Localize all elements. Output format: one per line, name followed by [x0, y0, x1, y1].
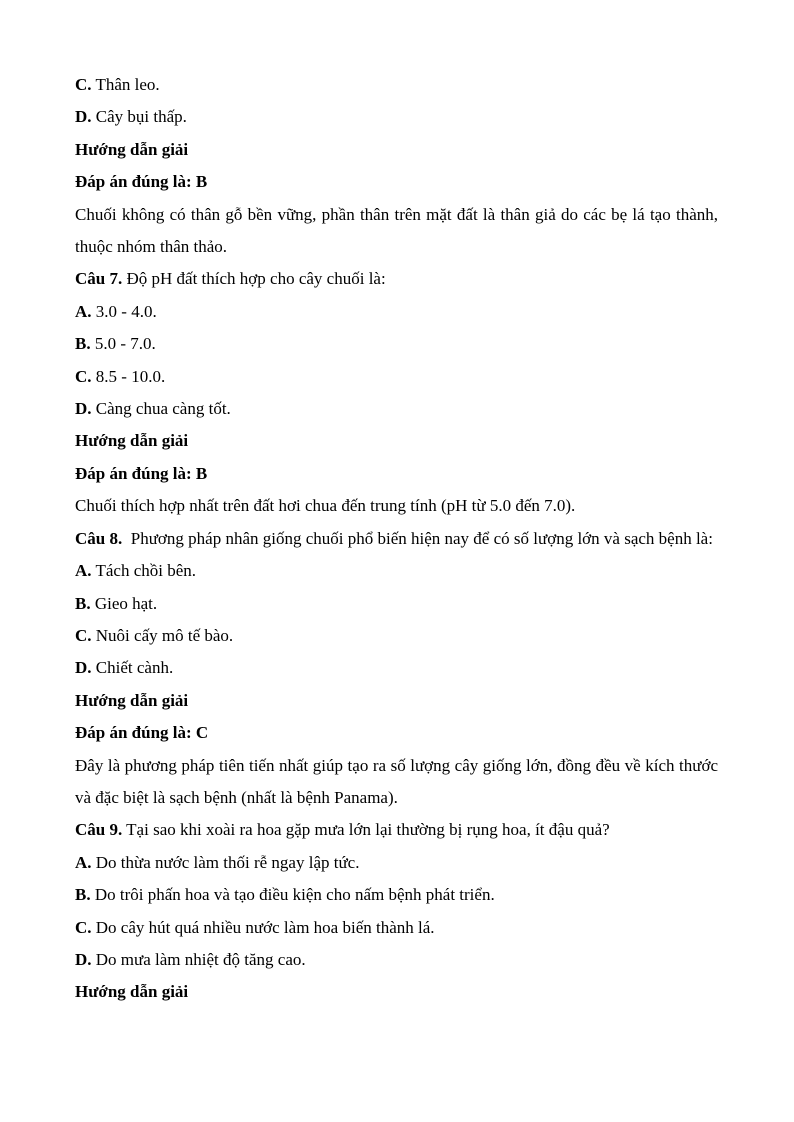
option-text: Do cây hút quá nhiều nước làm hoa biến thành lá.: [91, 917, 435, 937]
option-text: Do mưa làm nhiệt độ tăng cao.: [91, 949, 306, 969]
option-text: Gieo hạt.: [90, 593, 158, 613]
correct-answer-line: Đáp án đúng là: B: [75, 172, 208, 192]
answer-option: [75, 944, 718, 976]
option-letter: C.: [75, 625, 92, 645]
explanation-paragraph: Chuối không có thân gỗ bền vững, phần thân trên mặt đất là thân giả do các bẹ lá tạo thành, thuộc nhóm thân thảo.: [75, 204, 718, 257]
option-letter: D.: [75, 399, 92, 419]
option-letter: A.: [75, 852, 92, 872]
option-letter: A.: [75, 561, 92, 581]
solution-heading: Hướng dẫn giải: [75, 431, 189, 451]
solution-heading: Hướng dẫn giải: [75, 982, 189, 1002]
option-text: Nuôi cấy mô tế bào.: [91, 625, 234, 645]
option-letter: D.: [75, 107, 92, 127]
answer-option: [75, 296, 718, 328]
answer-option: [75, 588, 718, 620]
solution-heading: Hướng dẫn giải: [75, 690, 189, 710]
question-text: Độ pH đất thích hợp cho cây chuối là:: [122, 269, 386, 289]
option-text: Do thừa nước làm thối rễ ngay lập tức.: [91, 852, 360, 872]
answer-option: [75, 393, 718, 425]
question-text: Phương pháp nhân giống chuối phổ biến hiện nay để có số lượng lớn và sạch bệnh là:: [122, 528, 713, 548]
answer-option: [75, 912, 718, 944]
answer-option: [75, 555, 718, 587]
explanation-paragraph: Đây là phương pháp tiên tiến nhất giúp tạo ra số lượng cây giống lớn, đồng đều về kích thước và đặc biệt là sạch bệnh (nhất là bệnh Panama).: [75, 755, 718, 807]
answer-option: [75, 69, 718, 101]
option-text: Thân leo.: [91, 75, 160, 94]
answer-option: [75, 361, 718, 393]
answer-option: [75, 620, 718, 652]
question-line: [75, 523, 718, 555]
answer-option: [75, 879, 718, 911]
question-line: [75, 263, 718, 295]
option-letter: C.: [75, 917, 92, 937]
option-letter: D.: [75, 658, 92, 678]
answer-option: [75, 847, 718, 879]
option-text: Do trôi phấn hoa và tạo điều kiện cho nấm bệnh phát triển.: [90, 885, 495, 905]
option-letter: B.: [75, 334, 91, 354]
option-text: 3.0 - 4.0.: [91, 301, 157, 321]
question-number: Câu 8.: [75, 528, 123, 548]
answer-option: [75, 101, 718, 133]
option-text: Càng chua càng tốt.: [91, 399, 231, 419]
answer-option: [75, 652, 718, 684]
option-letter: C.: [75, 75, 92, 94]
answer-option: [75, 328, 718, 360]
explanation-paragraph: Chuối thích hợp nhất trên đất hơi chua đến trung tính (pH từ 5.0 đến 7.0).: [75, 496, 576, 516]
question-number: Câu 7.: [75, 269, 123, 289]
solution-heading: Hướng dẫn giải: [75, 139, 189, 159]
option-text: Chiết cành.: [91, 658, 174, 678]
correct-answer-line: Đáp án đúng là: C: [75, 723, 209, 743]
question-text: Tại sao khi xoài ra hoa gặp mưa lớn lại thường bị rụng hoa, ít đậu quả?: [122, 820, 610, 840]
correct-answer-line: Đáp án đúng là: B: [75, 463, 208, 483]
question-line: [75, 814, 718, 846]
question-number: Câu 9.: [75, 820, 123, 840]
option-letter: A.: [75, 301, 92, 321]
option-text: Tách chồi bên.: [91, 561, 197, 581]
option-letter: B.: [75, 593, 91, 613]
option-letter: C.: [75, 366, 92, 386]
option-letter: B.: [75, 885, 91, 905]
option-text: Cây bụi thấp.: [91, 107, 187, 127]
option-text: 5.0 - 7.0.: [90, 334, 156, 354]
option-letter: D.: [75, 949, 92, 969]
option-text: 8.5 - 10.0.: [91, 366, 166, 386]
